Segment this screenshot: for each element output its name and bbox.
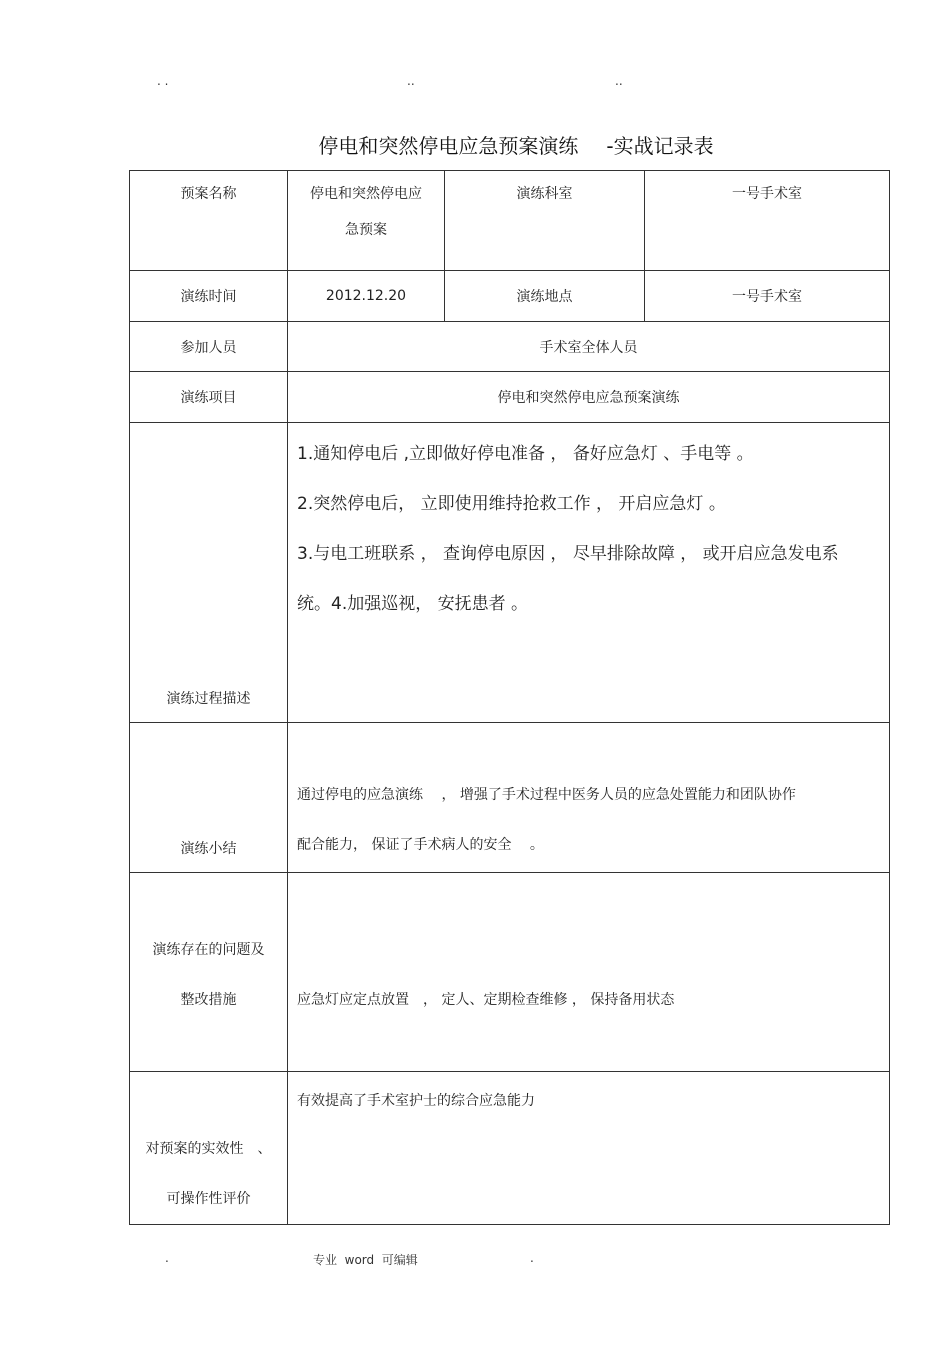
dept-label: 演练科室: [445, 171, 645, 271]
process-line-4: 统。4.加强巡视， 安抚患者 。: [297, 594, 529, 614]
table-row: [130, 271, 890, 322]
header-dot-right: ..: [615, 74, 623, 88]
header-dot-left: . .: [157, 74, 169, 88]
plan-name-line2: 急预案: [345, 222, 387, 238]
summary-label: 演练小结: [130, 723, 288, 873]
problems-label-line2: 整改措施: [180, 992, 237, 1008]
plan-name-label: 预案名称: [130, 171, 288, 271]
participants-label: 参加人员: [130, 322, 288, 372]
record-table: [129, 170, 890, 1225]
footer-dot-right: .: [530, 1251, 534, 1265]
table-row: [130, 1072, 890, 1225]
table-row: [130, 873, 890, 1072]
time-label: 演练时间: [130, 271, 288, 322]
project-label: 演练项目: [130, 372, 288, 423]
process-line-2: 2.突然停电后， 立即使用维持抢救工作 ， 开启应急灯 。: [297, 494, 726, 514]
place-label: 演练地点: [445, 271, 645, 322]
time-value: 2012.12.20: [288, 271, 445, 322]
title-main: 停电和突然停电应急预案演练: [318, 134, 579, 158]
participants-value: 手术室全体人员: [288, 322, 890, 372]
eval-value: 有效提高了手术室护士的综合应急能力: [288, 1072, 890, 1225]
table-row: [130, 723, 890, 873]
footer-text: 专业 word 可编辑: [313, 1253, 418, 1267]
project-value: 停电和突然停电应急预案演练: [288, 372, 890, 423]
problems-value: 应急灯应定点放置 ， 定人、定期检查维修 ， 保持备用状态: [288, 873, 890, 1072]
table-row: [130, 171, 890, 271]
problems-label-line1: 演练存在的问题及: [152, 942, 265, 958]
process-line-1: 1.通知停电后 ,立即做好停电准备 ， 备好应急灯 、手电等 。: [297, 444, 754, 464]
table-row: [130, 372, 890, 423]
problems-label: [130, 873, 288, 1072]
plan-name-line1: 停电和突然停电应: [310, 186, 422, 202]
eval-label-line1: 对预案的实效性 、: [145, 1141, 272, 1157]
table-row: [130, 322, 890, 372]
place-value: 一号手术室: [645, 271, 890, 322]
page-title: [0, 130, 950, 159]
plan-name-value: [288, 171, 445, 271]
table-row: [130, 423, 890, 723]
header-dot-center: ..: [407, 74, 415, 88]
summary-text: [288, 723, 890, 873]
eval-label-line2: 可操作性评价: [166, 1191, 251, 1207]
title-suffix: -实战记录表: [606, 134, 714, 158]
process-line-3: 3.与电工班联系 ， 查询停电原因 ， 尽早排除故障 ， 或开启应急发电系: [297, 544, 839, 564]
dept-value: 一号手术室: [645, 171, 890, 271]
summary-line-1: 通过停电的应急演练 ， 增强了手术过程中医务人员的应急处置能力和团队协作: [297, 787, 796, 803]
process-label: 演练过程描述: [130, 423, 288, 723]
footer-dot-left: .: [165, 1251, 169, 1265]
summary-line-2: 配合能力， 保证了手术病人的安全 。: [297, 837, 544, 853]
eval-label: [130, 1072, 288, 1225]
process-description: [288, 423, 890, 723]
